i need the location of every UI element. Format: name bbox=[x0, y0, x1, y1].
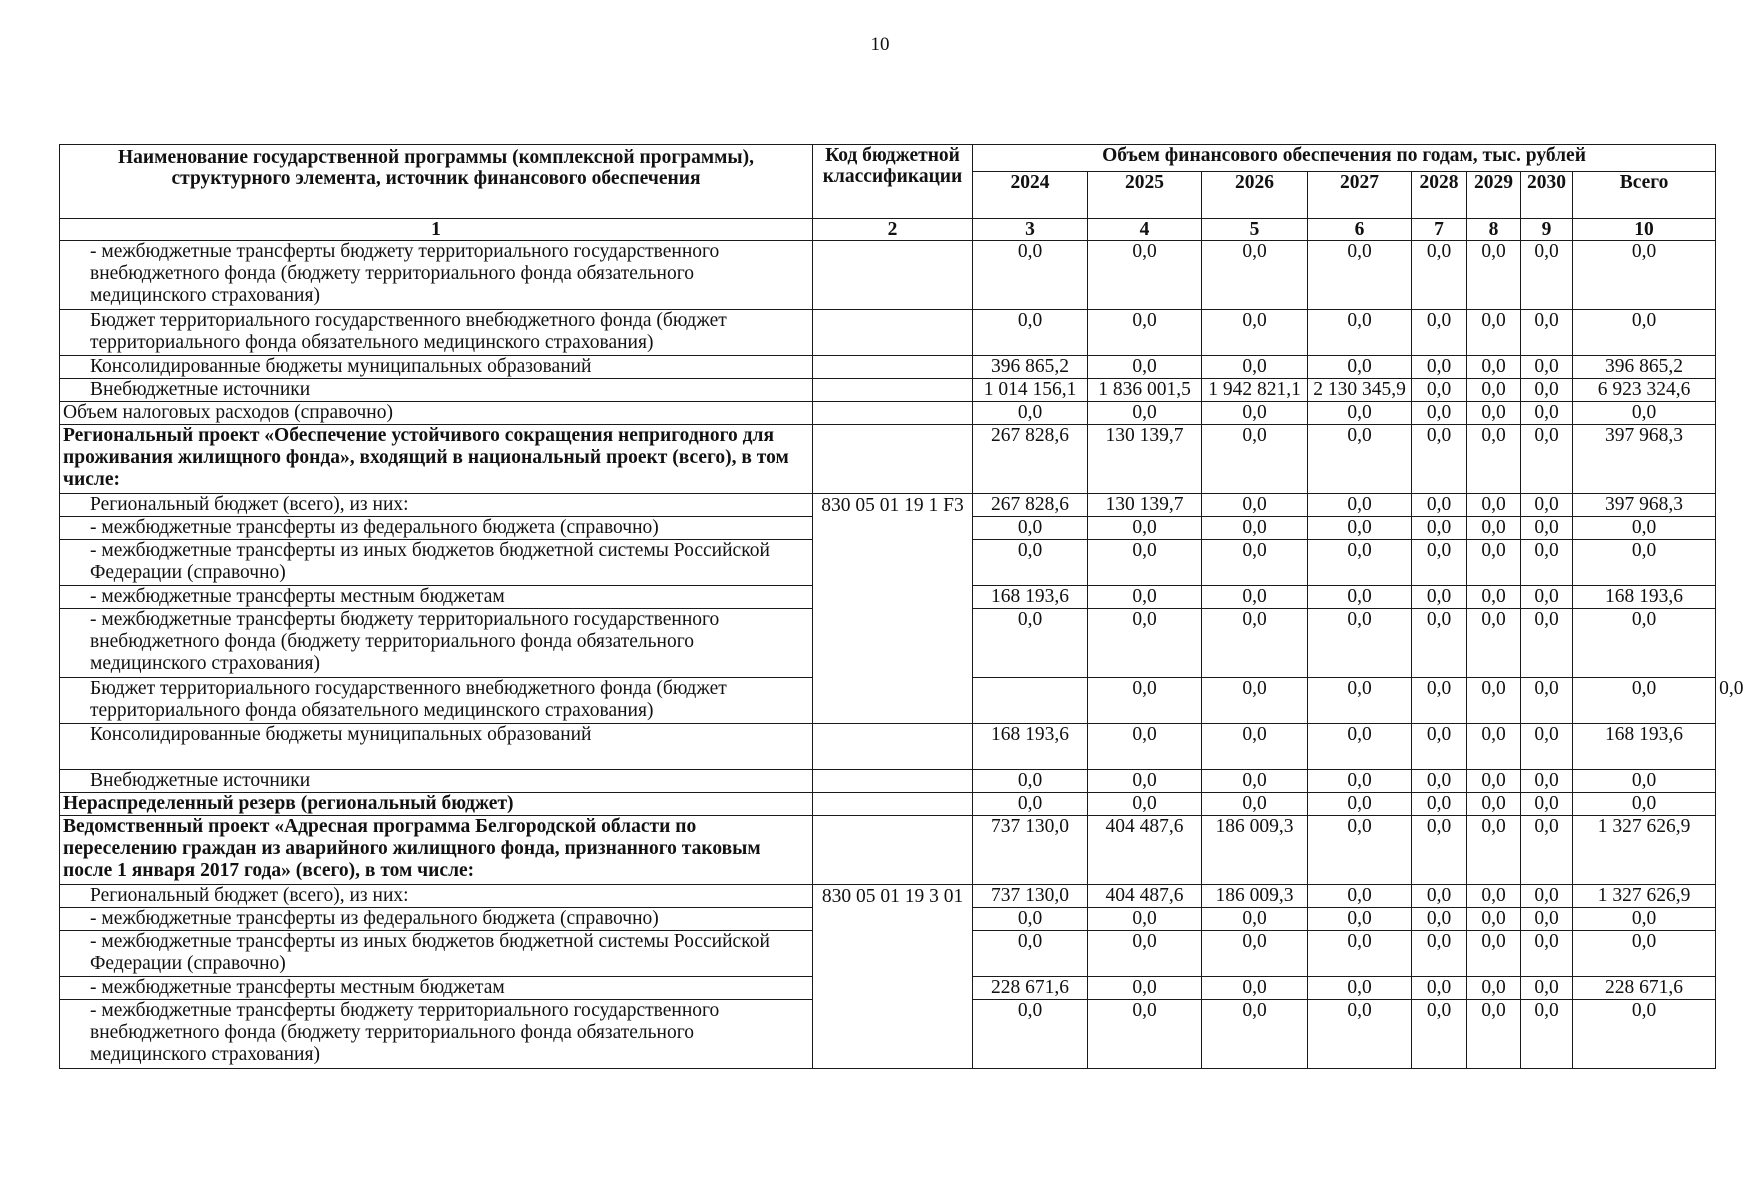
row-name: Нераспределенный резерв (региональный бюджет) bbox=[60, 793, 813, 816]
table-row bbox=[60, 379, 1716, 402]
value-cell: 0,0 bbox=[1412, 310, 1467, 356]
value-cell: 0,0 bbox=[1412, 402, 1467, 425]
value-cell: 0,0 bbox=[1088, 1000, 1202, 1069]
value-cell: 0,0 bbox=[1202, 908, 1308, 931]
value-cell: 0,0 bbox=[1412, 724, 1467, 770]
col-number: 2 bbox=[813, 219, 973, 241]
value-cell: 0,0 bbox=[1467, 402, 1521, 425]
value-cell: 0,0 bbox=[1088, 609, 1202, 678]
value-cell: 0,0 bbox=[1202, 356, 1308, 379]
col-number: 3 bbox=[973, 219, 1088, 241]
value-cell: 0,0 bbox=[1521, 609, 1573, 678]
value-cell: 0,0 bbox=[1521, 678, 1573, 724]
value-cell: 186 009,3 bbox=[1202, 885, 1308, 908]
value-cell: 0,0 bbox=[1521, 908, 1573, 931]
value-cell: 0,0 bbox=[1308, 931, 1412, 977]
value-cell: 0,0 bbox=[1308, 724, 1412, 770]
value-cell: 0,0 bbox=[1308, 609, 1412, 678]
table-row: Бюджет территориального государственного внебюджетного фонда (бюджет территориального фонда обязательного медицинского страхования) 0,0 0,0 0,0 0,0 0,0 0,0 0,0 0,0 bbox=[60, 678, 1716, 724]
header-volume: Объем финансового обеспечения по годам, тыс. рублей bbox=[973, 145, 1716, 172]
value-cell: 0,0 bbox=[1521, 586, 1573, 609]
header-year-2025: 2025 bbox=[1088, 172, 1202, 219]
value-cell: 0,0 bbox=[1467, 609, 1521, 678]
value-cell: 0,0 bbox=[1308, 241, 1412, 310]
value-cell: 0,0 bbox=[1088, 724, 1202, 770]
value-cell: 0,0 bbox=[1308, 793, 1412, 816]
value-cell: 0,0 bbox=[1308, 678, 1412, 724]
col-number: 10 bbox=[1573, 219, 1716, 241]
row-code bbox=[813, 724, 973, 770]
value-cell: 0,0 bbox=[1412, 425, 1467, 494]
value-cell: 0,0 bbox=[1521, 816, 1573, 885]
budget-code: 830 05 01 19 1 F3 bbox=[813, 494, 973, 724]
value-cell: 0,0 bbox=[1467, 816, 1521, 885]
value-cell: 737 130,0 bbox=[973, 885, 1088, 908]
value-cell: 0,0 bbox=[973, 1000, 1088, 1069]
row-code bbox=[813, 379, 973, 402]
value-cell: 0,0 bbox=[1467, 724, 1521, 770]
row-code bbox=[813, 425, 973, 494]
value-cell: 0,0 bbox=[1412, 379, 1467, 402]
value-cell: 0,0 bbox=[1308, 425, 1412, 494]
value-cell: 0,0 bbox=[1521, 540, 1573, 586]
table-row bbox=[60, 770, 1716, 793]
row-name: Региональный бюджет (всего), из них: bbox=[60, 885, 813, 908]
value-cell: 0,0 bbox=[1308, 770, 1412, 793]
value-cell: 0,0 bbox=[973, 908, 1088, 931]
col-number: 9 bbox=[1521, 219, 1573, 241]
header-year-2026: 2026 bbox=[1202, 172, 1308, 219]
value-cell: 168 193,6 bbox=[1573, 724, 1716, 770]
value-cell: 0,0 bbox=[973, 310, 1088, 356]
row-code bbox=[973, 678, 1088, 724]
value-cell: 0,0 bbox=[1088, 931, 1202, 977]
value-cell: 168 193,6 bbox=[1573, 586, 1716, 609]
row-name: - межбюджетные трансферты местным бюджетам bbox=[60, 977, 813, 1000]
value-cell: 0,0 bbox=[1088, 678, 1202, 724]
value-cell: 0,0 bbox=[1202, 1000, 1308, 1069]
value-cell: 0,0 bbox=[1521, 724, 1573, 770]
value-cell: 0,0 bbox=[973, 770, 1088, 793]
value-cell: 0,0 bbox=[1573, 678, 1716, 724]
table-row bbox=[60, 241, 1716, 310]
row-name: Ведомственный проект «Адресная программа Белгородской области по переселению граждан из аварийного жилищного фонда, признанного таковым после 1 января 2017 года» (всего), в том числе: bbox=[60, 816, 813, 885]
page-number: 10 bbox=[870, 34, 890, 55]
value-cell: 0,0 bbox=[1202, 540, 1308, 586]
value-cell: 0,0 bbox=[1467, 517, 1521, 540]
value-cell: 1 327 626,9 bbox=[1573, 816, 1716, 885]
col-number: 1 bbox=[60, 219, 813, 241]
value-cell: 0,0 bbox=[1088, 356, 1202, 379]
value-cell: 0,0 bbox=[1412, 816, 1467, 885]
value-cell: 0,0 bbox=[1088, 977, 1202, 1000]
value-cell: 130 139,7 bbox=[1088, 425, 1202, 494]
value-cell: 0,0 bbox=[1521, 517, 1573, 540]
header-year-2024: 2024 bbox=[973, 172, 1088, 219]
value-cell: 0,0 bbox=[1202, 310, 1308, 356]
value-cell: 0,0 bbox=[1308, 977, 1412, 1000]
value-cell: 168 193,6 bbox=[973, 586, 1088, 609]
value-cell: 0,0 bbox=[1467, 494, 1521, 517]
header-year-2029: 2029 bbox=[1467, 172, 1521, 219]
value-cell: 0,0 bbox=[1202, 402, 1308, 425]
value-cell: 0,0 bbox=[1573, 908, 1716, 931]
header-year-2028: 2028 bbox=[1412, 172, 1467, 219]
value-cell: 396 865,2 bbox=[1573, 356, 1716, 379]
col-number: 4 bbox=[1088, 219, 1202, 241]
col-number: 5 bbox=[1202, 219, 1308, 241]
value-cell: 1 327 626,9 bbox=[1573, 885, 1716, 908]
value-cell: 0,0 bbox=[1412, 517, 1467, 540]
value-cell: 186 009,3 bbox=[1202, 816, 1308, 885]
table-row bbox=[60, 816, 1716, 885]
value-cell: 0,0 bbox=[1412, 885, 1467, 908]
header-code: Код бюджетной классификации bbox=[813, 145, 973, 219]
value-cell: 0,0 bbox=[1573, 609, 1716, 678]
value-cell: 0,0 bbox=[1202, 931, 1308, 977]
value-cell: 0,0 bbox=[1308, 494, 1412, 517]
value-cell: 0,0 bbox=[1573, 793, 1716, 816]
table-row bbox=[60, 724, 1716, 770]
value-cell: 0,0 bbox=[1202, 494, 1308, 517]
value-cell: 0,0 bbox=[1521, 241, 1573, 310]
row-name: Региональный проект «Обеспечение устойчивого сокращения непригодного для проживания жилищного фонда», входящий в национальный проект (всего), в том числе: bbox=[60, 425, 813, 494]
budget-code: 830 05 01 19 3 01 bbox=[813, 885, 973, 1069]
value-cell: 0,0 bbox=[1412, 356, 1467, 379]
header-name: Наименование государственной программы (комплексной программы), структурного элемента, источник финансового обеспечения bbox=[60, 145, 813, 219]
value-cell: 0,0 bbox=[1521, 885, 1573, 908]
row-code bbox=[813, 793, 973, 816]
value-cell: 0,0 bbox=[1521, 977, 1573, 1000]
value-cell: 0,0 bbox=[1308, 816, 1412, 885]
value-cell: 0,0 bbox=[1467, 356, 1521, 379]
value-cell: 0,0 bbox=[1467, 425, 1521, 494]
col-number: 7 bbox=[1412, 219, 1467, 241]
value-cell: 0,0 bbox=[1308, 540, 1412, 586]
table-row bbox=[60, 494, 1716, 517]
value-cell: 0,0 bbox=[1308, 517, 1412, 540]
row-name: Внебюджетные источники bbox=[60, 770, 813, 793]
value-cell: 0,0 bbox=[1521, 494, 1573, 517]
value-cell: 0,0 bbox=[1467, 586, 1521, 609]
value-cell: 404 487,6 bbox=[1088, 885, 1202, 908]
value-cell: 0,0 bbox=[1521, 356, 1573, 379]
value-cell: 0,0 bbox=[1573, 310, 1716, 356]
row-code bbox=[813, 816, 973, 885]
row-name: Консолидированные бюджеты муниципальных образований bbox=[60, 724, 813, 770]
value-cell: 0,0 bbox=[1308, 908, 1412, 931]
value-cell: 0,0 bbox=[1088, 770, 1202, 793]
value-cell: 0,0 bbox=[1467, 931, 1521, 977]
value-cell: 0,0 bbox=[973, 793, 1088, 816]
value-cell: 0,0 bbox=[1202, 609, 1308, 678]
value-cell: 0,0 bbox=[1308, 885, 1412, 908]
value-cell: 0,0 bbox=[1202, 425, 1308, 494]
value-cell: 0,0 bbox=[1412, 908, 1467, 931]
value-cell: 0,0 bbox=[1412, 494, 1467, 517]
value-cell: 0,0 bbox=[1467, 1000, 1521, 1069]
table-row bbox=[60, 793, 1716, 816]
table-row bbox=[60, 885, 1716, 908]
value-cell: 0,0 bbox=[1412, 609, 1467, 678]
value-cell: 0,0 bbox=[1467, 977, 1521, 1000]
header-year-2027: 2027 bbox=[1308, 172, 1412, 219]
value-cell: 0,0 bbox=[1412, 540, 1467, 586]
value-cell: 737 130,0 bbox=[973, 816, 1088, 885]
row-name: Объем налоговых расходов (справочно) bbox=[60, 402, 813, 425]
row-name: Консолидированные бюджеты муниципальных образований bbox=[60, 356, 813, 379]
row-name: Бюджет территориального государственного внебюджетного фонда (бюджет территориального фонда обязательного медицинского страхования) bbox=[60, 310, 813, 356]
value-cell: 228 671,6 bbox=[1573, 977, 1716, 1000]
value-cell: 0,0 bbox=[1088, 908, 1202, 931]
value-cell: 0,0 bbox=[973, 241, 1088, 310]
row-name: - межбюджетные трансферты из иных бюджетов бюджетной системы Российской Федерации (справочно) bbox=[60, 931, 813, 977]
value-cell: 0,0 bbox=[973, 517, 1088, 540]
value-cell: 0,0 bbox=[1412, 586, 1467, 609]
table-row bbox=[60, 356, 1716, 379]
value-cell: 0,0 bbox=[1521, 1000, 1573, 1069]
financing-table bbox=[59, 144, 1744, 1069]
value-cell: 0,0 bbox=[1202, 586, 1308, 609]
value-cell: 2 130 345,9 bbox=[1308, 379, 1412, 402]
value-cell: 228 671,6 bbox=[973, 977, 1088, 1000]
value-cell: 0,0 bbox=[1088, 310, 1202, 356]
value-cell: 0,0 bbox=[973, 540, 1088, 586]
value-cell: 267 828,6 bbox=[973, 494, 1088, 517]
table-row bbox=[60, 402, 1716, 425]
value-cell: 0,0 bbox=[1202, 517, 1308, 540]
value-cell: 0,0 bbox=[1412, 931, 1467, 977]
value-cell: 0,0 bbox=[1412, 770, 1467, 793]
value-cell: 0,0 bbox=[1202, 977, 1308, 1000]
value-cell: 0,0 bbox=[1412, 678, 1467, 724]
value-cell: 0,0 bbox=[1573, 770, 1716, 793]
value-cell: 397 968,3 bbox=[1573, 425, 1716, 494]
row-name: - межбюджетные трансферты бюджету территориального государственного внебюджетного фонда (бюджету территориального фонда обязательного медицинского страхования) bbox=[60, 609, 813, 678]
value-cell: 130 139,7 bbox=[1088, 494, 1202, 517]
value-cell: 0,0 bbox=[1088, 517, 1202, 540]
value-cell: 396 865,2 bbox=[973, 356, 1088, 379]
value-cell: 0,0 bbox=[1521, 770, 1573, 793]
value-cell: 0,0 bbox=[1308, 310, 1412, 356]
value-cell: 0,0 bbox=[1467, 885, 1521, 908]
table-row bbox=[60, 425, 1716, 494]
value-cell: 0,0 bbox=[1573, 540, 1716, 586]
row-name: - межбюджетные трансферты бюджету территориального государственного внебюджетного фонда (бюджету территориального фонда обязательного медицинского страхования) bbox=[60, 1000, 813, 1069]
value-cell: 0,0 bbox=[1467, 241, 1521, 310]
col-number: 6 bbox=[1308, 219, 1412, 241]
value-cell: 0,0 bbox=[1521, 402, 1573, 425]
value-cell: 0,0 bbox=[1521, 793, 1573, 816]
value-cell: 0,0 bbox=[1467, 793, 1521, 816]
value-cell: 0,0 bbox=[1573, 1000, 1716, 1069]
value-cell: 6 923 324,6 bbox=[1573, 379, 1716, 402]
row-name: Бюджет территориального государственного внебюджетного фонда (бюджет территориального фонда обязательного медицинского страхования) bbox=[60, 678, 813, 724]
value-cell: 0,0 bbox=[1521, 425, 1573, 494]
row-name: Внебюджетные источники bbox=[60, 379, 813, 402]
row-name: - межбюджетные трансферты из иных бюджетов бюджетной системы Российской Федерации (справочно) bbox=[60, 540, 813, 586]
column-numbers-row bbox=[60, 219, 1716, 241]
value-cell: 0,0 bbox=[1202, 241, 1308, 310]
value-cell: 0,0 bbox=[1088, 586, 1202, 609]
header-year-2030: 2030 bbox=[1521, 172, 1573, 219]
table-row bbox=[60, 310, 1716, 356]
value-cell: 0,0 bbox=[1308, 1000, 1412, 1069]
value-cell: 0,0 bbox=[1467, 678, 1521, 724]
value-cell: 0,0 bbox=[1573, 517, 1716, 540]
value-cell: 0,0 bbox=[973, 609, 1088, 678]
value-cell: 0,0 bbox=[1467, 770, 1521, 793]
row-code bbox=[813, 241, 973, 310]
value-cell: 0,0 bbox=[1573, 931, 1716, 977]
value-cell: 0,0 bbox=[1202, 770, 1308, 793]
value-cell: 1 942 821,1 bbox=[1202, 379, 1308, 402]
value-cell: 0,0 bbox=[1467, 379, 1521, 402]
value-cell: 0,0 bbox=[1088, 241, 1202, 310]
value-cell: 0,0 bbox=[1521, 931, 1573, 977]
value-cell: 1 014 156,1 bbox=[973, 379, 1088, 402]
value-cell: 0,0 bbox=[1521, 310, 1573, 356]
row-code bbox=[813, 356, 973, 379]
value-cell: 0,0 bbox=[1467, 310, 1521, 356]
value-cell: 0,0 bbox=[1308, 586, 1412, 609]
value-cell: 0,0 bbox=[1088, 793, 1202, 816]
header-total: Всего bbox=[1573, 172, 1716, 219]
row-name: - межбюджетные трансферты из федерального бюджета (справочно) bbox=[60, 908, 813, 931]
value-cell: 0,0 bbox=[1412, 977, 1467, 1000]
value-cell: 0,0 bbox=[1467, 540, 1521, 586]
row-name: - межбюджетные трансферты из федерального бюджета (справочно) bbox=[60, 517, 813, 540]
value-cell: 0,0 bbox=[1308, 402, 1412, 425]
value-cell: 0,0 bbox=[1088, 402, 1202, 425]
value-cell: 404 487,6 bbox=[1088, 816, 1202, 885]
row-code bbox=[813, 402, 973, 425]
value-cell: 0,0 bbox=[1202, 678, 1308, 724]
row-name: Региональный бюджет (всего), из них: bbox=[60, 494, 813, 517]
value-cell: 267 828,6 bbox=[973, 425, 1088, 494]
value-cell: 1 836 001,5 bbox=[1088, 379, 1202, 402]
value-cell: 168 193,6 bbox=[973, 724, 1088, 770]
value-cell: 0,0 bbox=[973, 402, 1088, 425]
value-cell: 0,0 bbox=[1573, 241, 1716, 310]
value-cell: 0,0 bbox=[1467, 908, 1521, 931]
value-cell: 0,0 bbox=[973, 931, 1088, 977]
row-code bbox=[813, 310, 973, 356]
col-number: 8 bbox=[1467, 219, 1521, 241]
value-cell: 0,0 bbox=[1412, 793, 1467, 816]
value-cell: 0,0 bbox=[1308, 356, 1412, 379]
row-code bbox=[813, 770, 973, 793]
value-cell: 397 968,3 bbox=[1573, 494, 1716, 517]
value-cell: 0,0 bbox=[1573, 402, 1716, 425]
value-cell: 0,0 bbox=[1412, 1000, 1467, 1069]
value-cell: 0,0 bbox=[1412, 241, 1467, 310]
value-cell: 0,0 bbox=[1202, 793, 1308, 816]
row-name: - межбюджетные трансферты местным бюджетам bbox=[60, 586, 813, 609]
value-cell: 0,0 bbox=[1521, 379, 1573, 402]
value-cell: 0,0 bbox=[1202, 724, 1308, 770]
row-name: - межбюджетные трансферты бюджету территориального государственного внебюджетного фонда (бюджету территориального фонда обязательного медицинского страхования) bbox=[60, 241, 813, 310]
value-cell: 0,0 bbox=[1088, 540, 1202, 586]
